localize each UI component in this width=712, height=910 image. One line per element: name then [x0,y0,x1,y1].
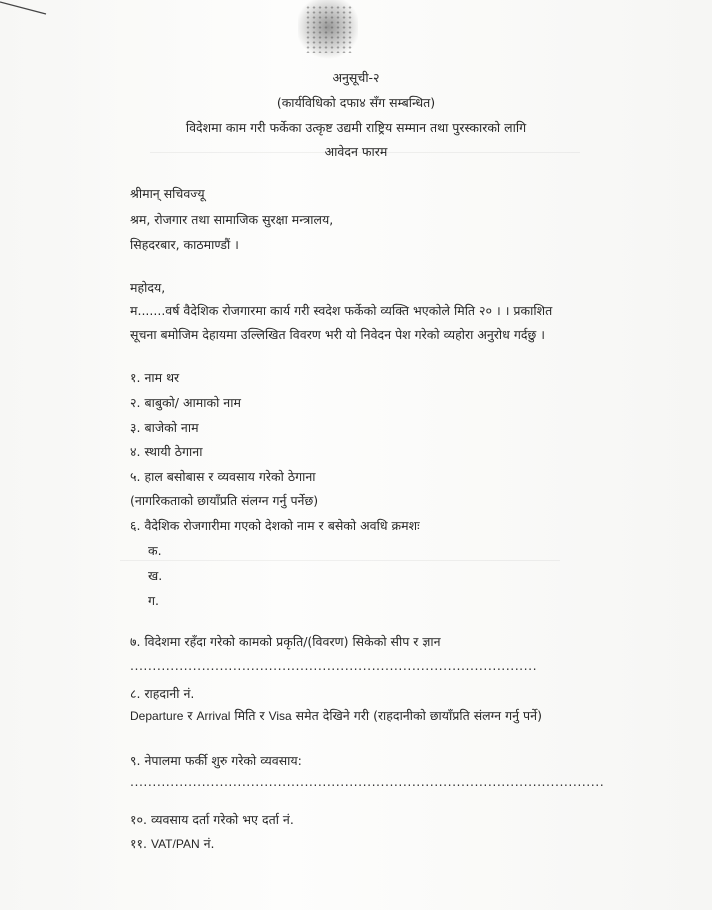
body-line-1: म.......वर्ष वैदेशिक रोजगारमा कार्य गरी स्वदेश फर्केको व्यक्ति भएकोले मिति २० । । प्रकाशित [130,303,553,318]
sub-item-a: क. [148,543,162,558]
addressee-line-3: सिहदरबार, काठमाण्डौं । [130,237,239,252]
passport-note-end: समेत देखिने गरी (राहदानीको छायाँप्रति संलग्न गर्नु पर्ने) [291,708,542,723]
departure-word: Departure [130,709,184,723]
ink-speckle [305,5,353,53]
sub-item-b: ख. [148,568,163,583]
addressee-line-2: श्रम, रोजगार तथा सामाजिक सुरक्षा मन्त्रालय, [130,212,334,227]
work-nature-dotted-line: ........................................................................................... [130,658,538,673]
addressee-line-1: श्रीमान् सचिवज्यू [130,186,205,201]
related-section: (कार्यविधिको दफा४ सँग सम्बन्धित) [276,95,436,110]
salutation: महोदय, [130,280,166,295]
item-grandfather-name: ३. बाजेको नाम [130,420,199,435]
item-11-number: ११. [130,836,151,851]
passport-note-and: र [183,708,197,723]
form-title: विदेशमा काम गरी फर्केका उत्कृष्ट उद्यमी राष्ट्रिय सम्मान तथा पुरस्कारको लागि [185,120,527,135]
item-business-started: ९. नेपालमा फर्की शुरु गरेको व्यवसाय: [130,753,302,768]
item-work-nature: ७. विदेशमा रहँदा गरेको कामको प्रकृति/(विवरण) सिकेको सीप र ज्ञान [130,634,441,649]
arrival-word: Arrival [196,709,231,723]
passport-note [130,708,542,723]
pen-scratch-mark [0,0,60,20]
item-permanent-address: ४. स्थायी ठेगाना [130,444,203,459]
vat-pan-word: VAT/PAN [150,837,200,851]
item-registration-number: १०. व्यवसाय दर्ता गरेको भए दर्ता नं. [130,812,294,827]
item-name: १. नाम थर [130,370,180,385]
item-passport-number: ८. राहदानी नं. [130,686,195,701]
item-11-suffix: नं. [199,836,215,851]
visa-word: Visa [268,709,292,723]
form-name: आवेदन फारम [324,144,388,159]
bleed-through [120,560,560,561]
item-current-address: ५. हाल बसोबास र व्यवसाय गरेको ठेगाना [130,469,316,484]
item-vat-pan-number [130,836,215,851]
passport-note-date: मिति र [230,708,269,723]
item-foreign-employment: ६. वैदेशिक रोजगारीमा गएको देशको नाम र बसेको अवधि क्रमशः [130,518,420,533]
business-dotted-line: .......................................................................................................... [130,774,605,789]
schedule-label: अनुसूची-२ [332,70,380,85]
body-line-2: सूचना बमोजिम देहायमा उल्लिखित विवरण भरी यो निवेदन पेश गरेको व्यहोरा अनुरोध गर्दछु । [130,327,545,342]
item-citizenship-note: (नागरिकताको छायाँप्रति संलग्न गर्नु पर्नेछ) [130,493,319,508]
sub-item-c: ग. [148,593,160,608]
item-parent-name: २. बाबुको/ आमाको नाम [130,395,241,410]
